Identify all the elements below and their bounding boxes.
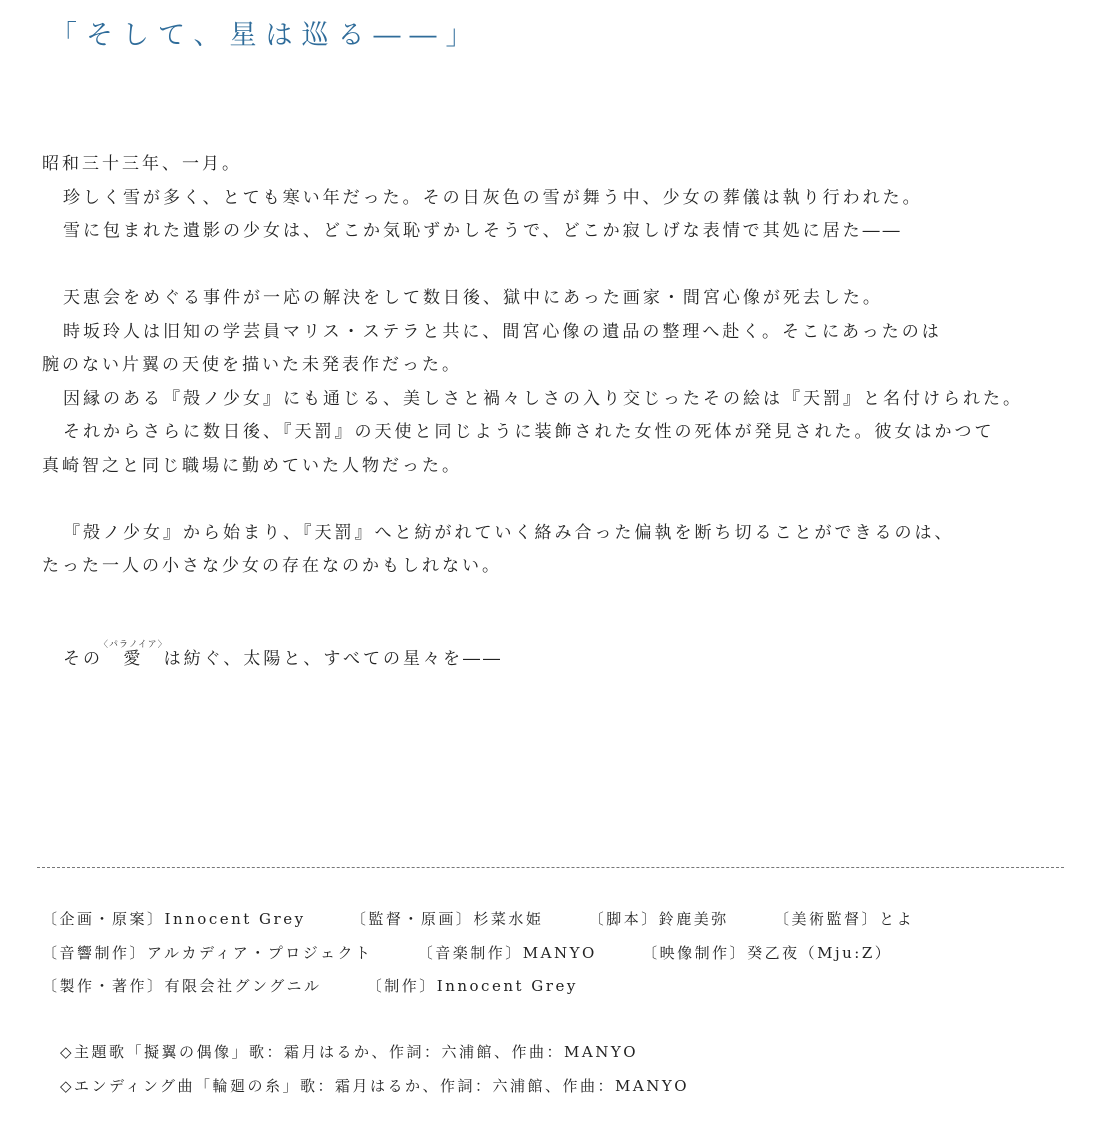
tagline-ruby-reading: 〈パラノイア〉 [99,640,168,650]
paragraph-gap [42,483,1092,517]
credit-item [42,937,372,971]
story-line: 珍しく雪が多く、とても寒い年だった。その日灰色の雪が舞う中、少女の葬儀は執り行われた。 [63,187,923,208]
story-line: たった一人の小さな少女の存在なのかもしれない。 [42,556,502,576]
staff-credits [42,903,1092,1004]
credit-name: Innocent Grey [164,910,306,928]
tagline-ruby [99,640,168,669]
credit-role: 〔 音響制作 〕 [42,944,147,962]
story-line: 因縁のある『殻ノ少女』にも通じる、美しさと禍々しさの入り交じったその絵は『天罰』と名付けられた。 [63,388,1023,409]
credit-item [351,903,544,937]
credit-role: 〔 映像制作 〕 [642,944,747,962]
story-line: 時坂玲人は旧知の学芸員マリス・ステラと共に、間宮心像の遺品の整理へ赴く。そこにあったのは [63,321,942,342]
song-credit: ◇エンディング曲「輪廻の糸」歌：霜月はるか、作詞：六浦館、作曲：MANYO [60,1076,690,1095]
song-credit: ◇主題歌「擬翼の偶像」歌：霜月はるか、作詞：六浦館、作曲：MANYO [60,1043,639,1061]
credit-name: Innocent Grey [436,977,578,995]
credit-name: MANYO [522,943,597,962]
credit-role: 〔 監督・原画 〕 [351,910,474,928]
credit-name: アルカディア・プロジェクト [147,943,373,962]
credit-item [42,903,306,937]
credit-role: 〔 音楽制作 〕 [418,944,523,962]
credit-name: とよ [879,910,915,928]
credit-role: 〔 美術監督 〕 [774,910,879,928]
story-line: 真崎智之と同じ職場に勤めていた人物だった。 [42,455,462,476]
tagline-ruby-base: 愛 [99,649,168,669]
credit-role: 〔 脚本 〕 [589,910,659,928]
credit-item [418,937,597,971]
theme-songs [60,1036,689,1103]
story-line: 雪に包まれた遺影の少女は、どこか気恥ずかしそうで、どこか寂しげな表情で其処に居た―― [63,221,903,241]
story-line: 腕のない片翼の天使を描いた未発表作だった。 [42,355,462,375]
tagline-after: は紡ぐ、太陽と、すべての星々を―― [163,649,503,669]
credit-name: 鈴鹿美弥 [658,910,729,928]
credit-role: 〔 企画・原案 〕 [42,910,165,928]
credit-role: 〔 制作 〕 [367,977,437,995]
story-line: 天恵会をめぐる事件が一応の解決をして数日後、獄中にあった画家・間宮心像が死去した。 [63,288,883,308]
credit-name: 癸乙夜（Mju:Z） [747,943,893,962]
credit-item [42,970,321,1004]
headline: 「そして、星は巡る――」 [50,20,482,51]
story-line: 昭和三十三年、一月。 [42,154,242,174]
credit-name: 杉菜水姫 [473,910,544,928]
closing-tagline [63,640,503,669]
credit-row-2 [42,937,1092,971]
credit-item [367,970,578,1004]
credit-item [589,903,729,937]
dashed-divider [37,867,1064,868]
credit-row-3 [42,970,1092,1004]
paragraph-gap [42,249,1092,283]
credit-item [642,937,892,971]
tagline-before: その [63,649,103,669]
credit-name: 有限会社グングニル [164,977,322,995]
story-line: 『殻ノ少女』から始まり、『天罰』へと紡がれていく絡み合った偏執を断ち切ることができるのは、 [63,522,955,543]
story-line: それからさらに数日後、『天罰』の天使と同じように装飾された女性の死体が発見された。彼女はかつて [63,422,995,442]
credit-role: 〔 製作・著作 〕 [42,977,165,995]
credit-row-1 [42,903,1092,937]
credit-item [774,903,914,937]
story-synopsis [42,148,1092,584]
